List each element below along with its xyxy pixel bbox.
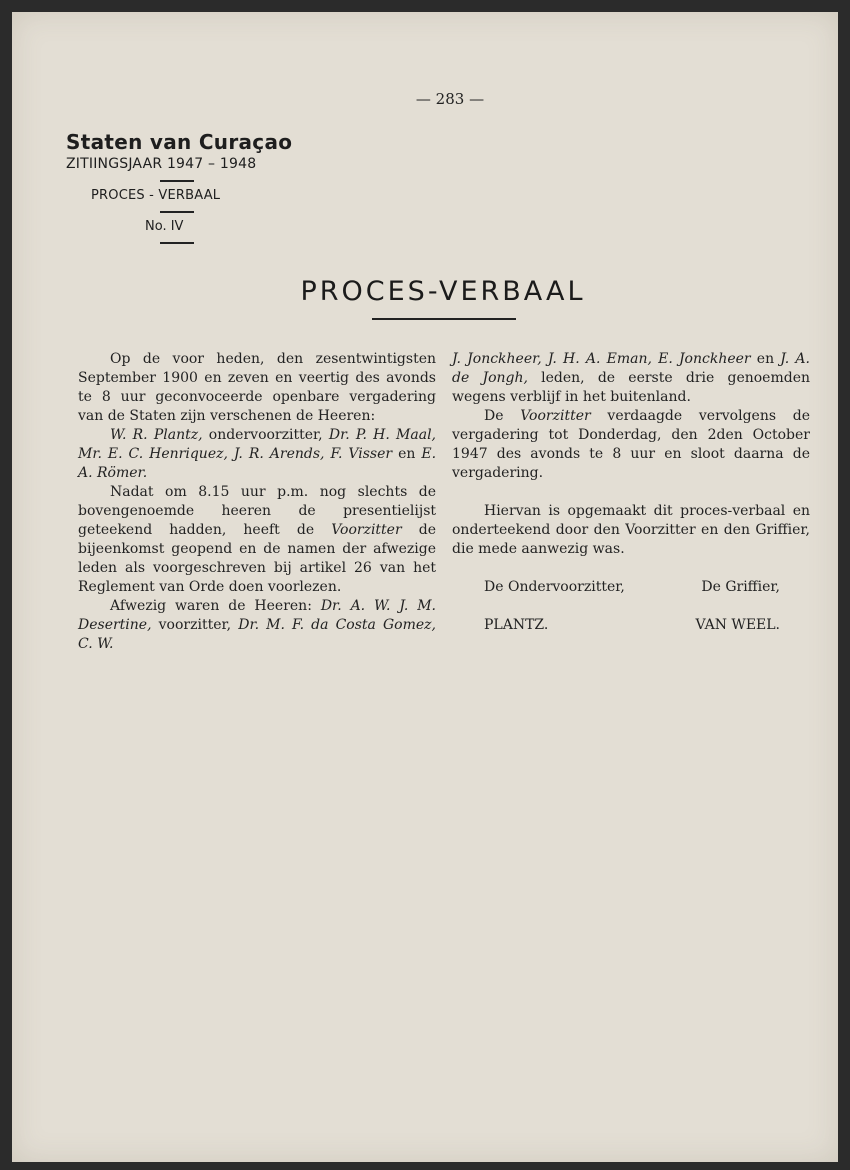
text: voorzitter, bbox=[151, 617, 239, 633]
text: Afwezig waren de Heeren: bbox=[110, 598, 321, 614]
text: leden, de eerste drie genoemden wegens verblijf in het buitenland. bbox=[452, 370, 810, 405]
paragraph bbox=[452, 350, 810, 407]
absentee-names: Dr. A. W. J. M. Desertine, bbox=[78, 598, 436, 633]
absentee-names: J. A. de Jongh, bbox=[452, 351, 810, 386]
absentee-names: J. Jonckheer, J. H. A. Eman, E. Jonckheer bbox=[452, 351, 751, 367]
paragraph: Hiervan is opgemaakt dit proces-verbaal en onderteekend door den Voorzitter en den Griffier, die mede aanwezig was. bbox=[452, 503, 810, 557]
right-column bbox=[452, 350, 810, 635]
header-divider bbox=[160, 211, 194, 213]
header-doc-type: PROCES - VERBAAL bbox=[91, 188, 221, 203]
page-number: — 283 — bbox=[415, 90, 485, 108]
signature-name-left: PLANTZ. bbox=[484, 617, 549, 633]
text: ondervoorzitter, bbox=[202, 427, 329, 443]
header-title: Staten van Curaçao bbox=[66, 130, 293, 154]
text: De bbox=[484, 408, 521, 424]
text: de bijeenkomst geopend en de namen der afwezige leden als voorgeschreven bij artikel 26 van het Reglement van Orde doen voorlezen. bbox=[78, 522, 437, 595]
main-title-rule bbox=[372, 318, 516, 320]
signature-role-left: De Ondervoorzitter, bbox=[484, 579, 625, 595]
paragraph bbox=[78, 426, 436, 483]
spacer bbox=[452, 483, 810, 502]
attendee-names: Dr. P. H. Maal, Mr. E. C. Henriquez, J. R. Arends, F. Visser bbox=[78, 427, 436, 462]
paragraph bbox=[78, 597, 436, 654]
header-number: No. IV bbox=[145, 219, 184, 234]
text: Nadat om 8.15 uur p.m. nog slechts de bovengenoemde heeren de presentielijst geteekend hadden, heeft de bbox=[78, 484, 436, 538]
text: en bbox=[750, 351, 781, 367]
header-session: ZITIINGSJAAR 1947 – 1948 bbox=[66, 156, 257, 172]
role: Voorzitter bbox=[331, 522, 402, 538]
absentee-names: Dr. M. F. da Costa Gomez, C. W. bbox=[78, 617, 436, 652]
paragraph: Op de voor heden, den zesentwintigsten September 1900 en zeven en veertig des avonds te 8 uur geconvoceerde openbare vergadering van de Staten zijn verschenen de Heeren: bbox=[78, 351, 436, 424]
attendee-names: E. A. Römer. bbox=[78, 446, 437, 481]
attendee-names: W. R. Plantz, bbox=[110, 427, 203, 443]
signature-role-right: De Griffier, bbox=[701, 579, 780, 595]
header-divider bbox=[160, 242, 194, 244]
paragraph bbox=[452, 407, 810, 483]
document-header bbox=[66, 130, 326, 250]
text: verdaagde vervolgens de vergadering tot Donderdag, den 2den October 1947 des avonds te 8 uur en sloot daarna de vergadering. bbox=[452, 408, 810, 481]
left-column bbox=[78, 350, 436, 654]
signature-roles bbox=[452, 578, 810, 597]
role: Voorzitter bbox=[520, 408, 591, 424]
header-divider bbox=[160, 180, 194, 182]
signature-name-right: VAN WEEL. bbox=[695, 617, 780, 633]
main-title: PROCES-VERBAAL bbox=[300, 276, 586, 307]
paragraph bbox=[78, 483, 436, 597]
spacer bbox=[452, 559, 810, 578]
text: en bbox=[392, 446, 422, 462]
signature-names bbox=[452, 616, 810, 635]
